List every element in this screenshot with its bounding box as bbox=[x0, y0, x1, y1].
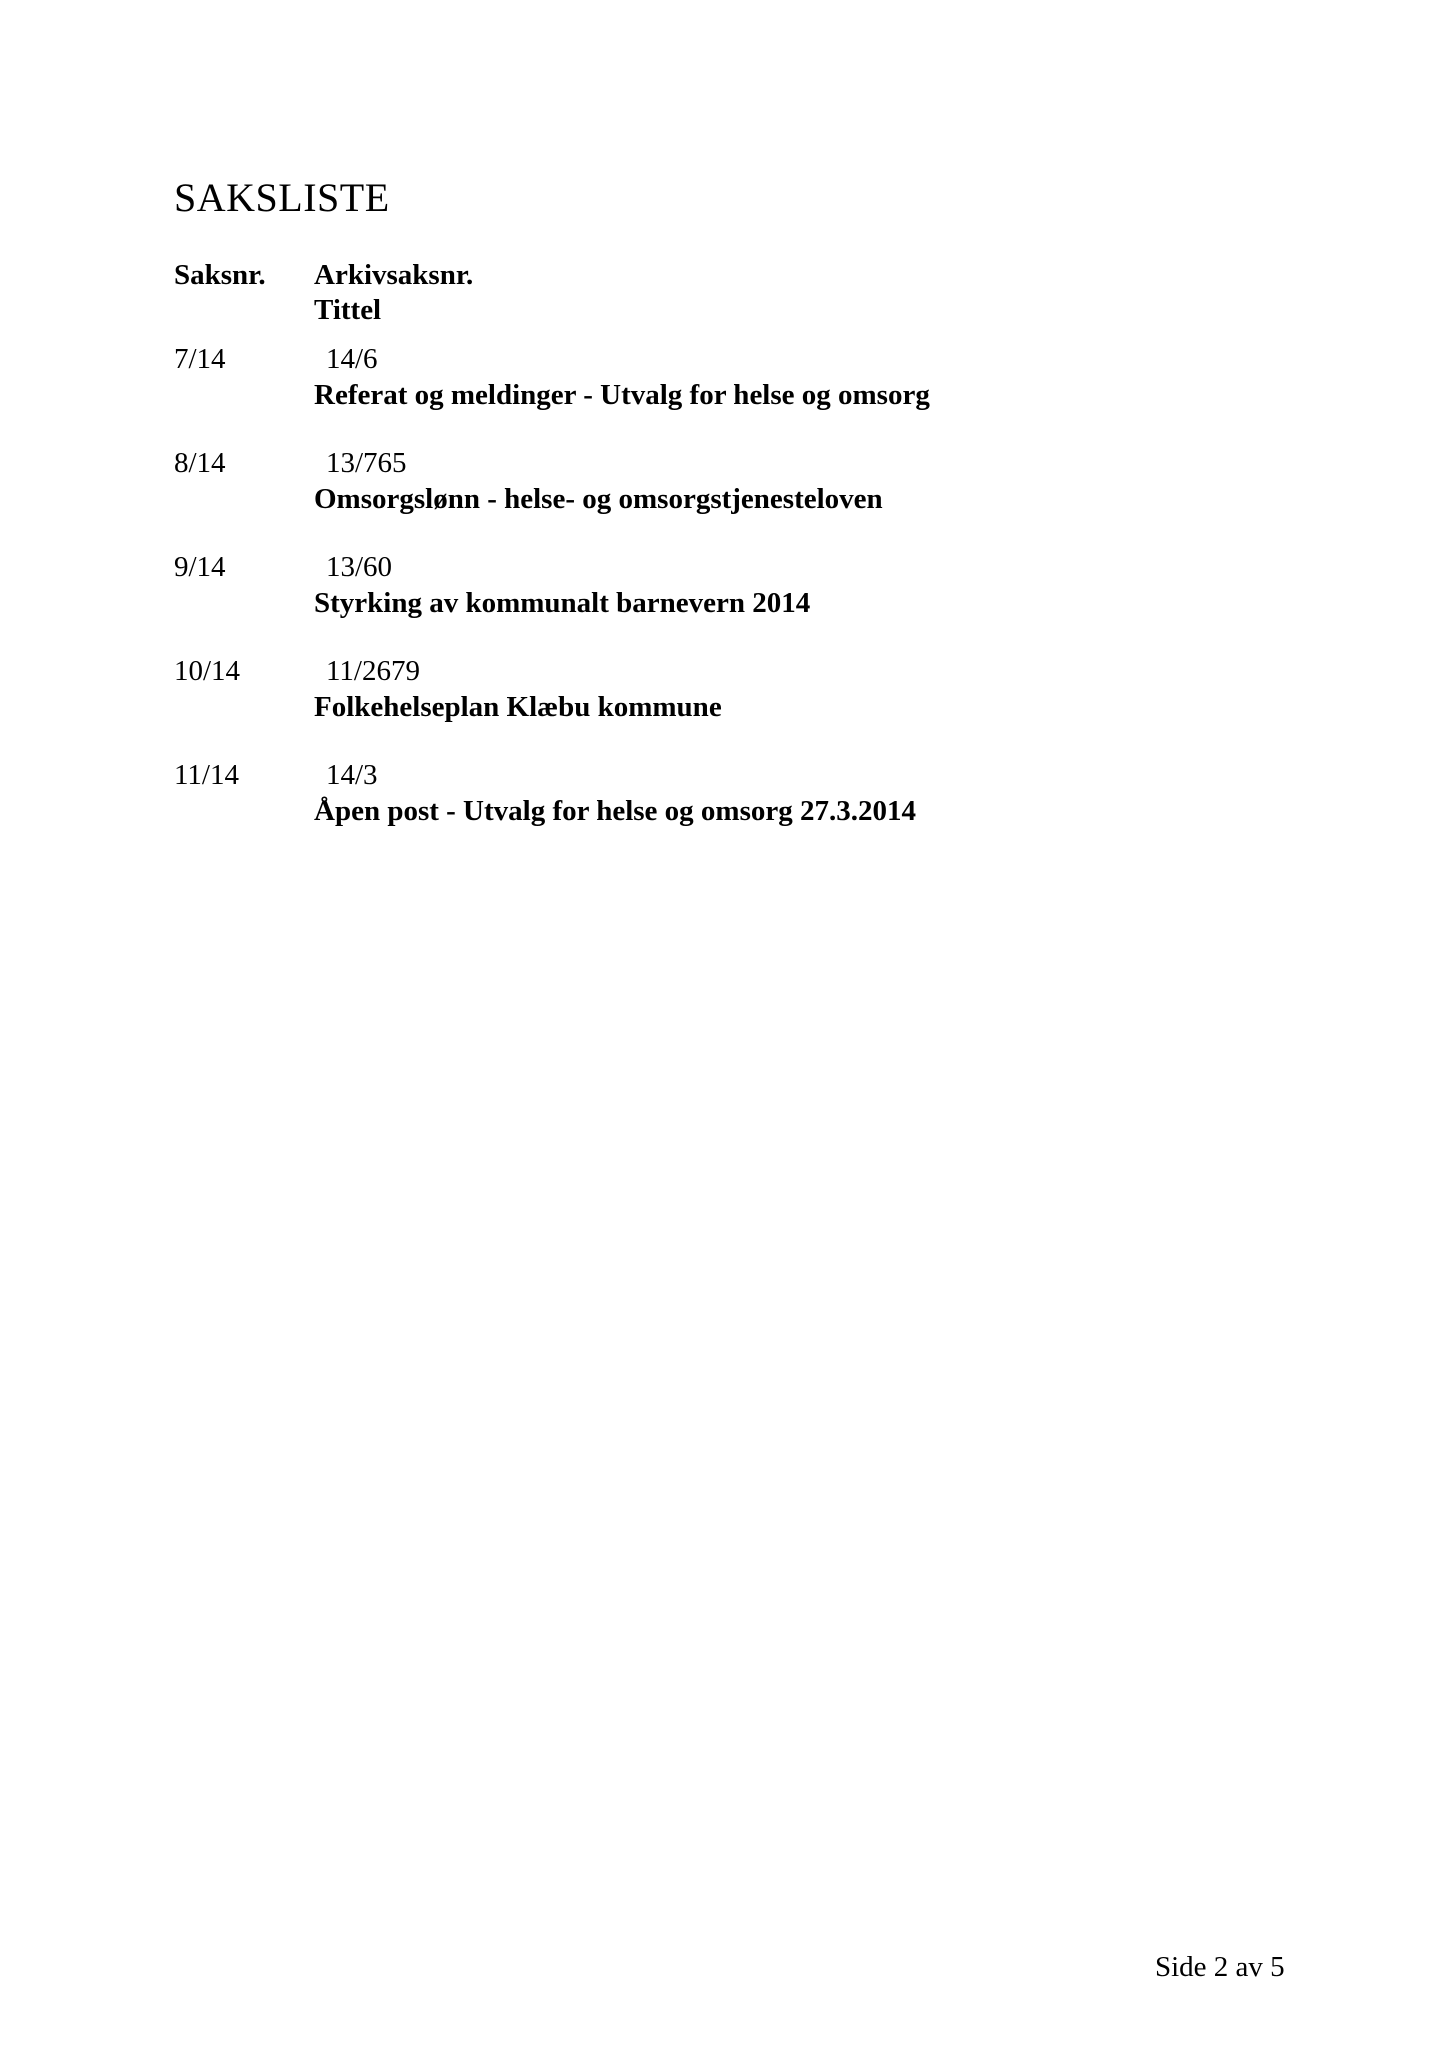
case-list bbox=[174, 342, 1274, 862]
case-arkivsaksnr: 11/2679 bbox=[326, 655, 420, 687]
case-saksnr: 11/14 bbox=[174, 759, 239, 791]
case-item bbox=[174, 654, 1274, 758]
case-arkivsaksnr: 13/60 bbox=[326, 551, 393, 583]
case-title: Omsorgslønn - helse- og omsorgstjenesteloven bbox=[314, 483, 883, 515]
column-header-saksnr: Saksnr. bbox=[174, 259, 266, 291]
case-saksnr: 8/14 bbox=[174, 447, 226, 479]
case-saksnr: 10/14 bbox=[174, 655, 241, 687]
case-item bbox=[174, 758, 1274, 862]
case-saksnr: 7/14 bbox=[174, 343, 226, 375]
column-header-row bbox=[174, 258, 1074, 328]
column-header-tittel: Tittel bbox=[314, 294, 382, 326]
page-title: SAKSLISTE bbox=[174, 175, 390, 220]
case-item bbox=[174, 342, 1274, 446]
case-saksnr: 9/14 bbox=[174, 551, 226, 583]
case-title: Åpen post - Utvalg for helse og omsorg 27.3.2014 bbox=[314, 795, 916, 827]
column-header-arkivsaksnr: Arkivsaksnr. bbox=[314, 259, 474, 291]
case-arkivsaksnr: 13/765 bbox=[326, 447, 407, 479]
case-title: Folkehelseplan Klæbu kommune bbox=[314, 691, 722, 723]
case-arkivsaksnr: 14/3 bbox=[326, 759, 378, 791]
case-arkivsaksnr: 14/6 bbox=[326, 343, 378, 375]
case-item bbox=[174, 550, 1274, 654]
page-number: Side 2 av 5 bbox=[1155, 1951, 1285, 1983]
case-item bbox=[174, 446, 1274, 550]
case-title: Styrking av kommunalt barnevern 2014 bbox=[314, 587, 811, 619]
case-title: Referat og meldinger - Utvalg for helse og omsorg bbox=[314, 379, 930, 411]
